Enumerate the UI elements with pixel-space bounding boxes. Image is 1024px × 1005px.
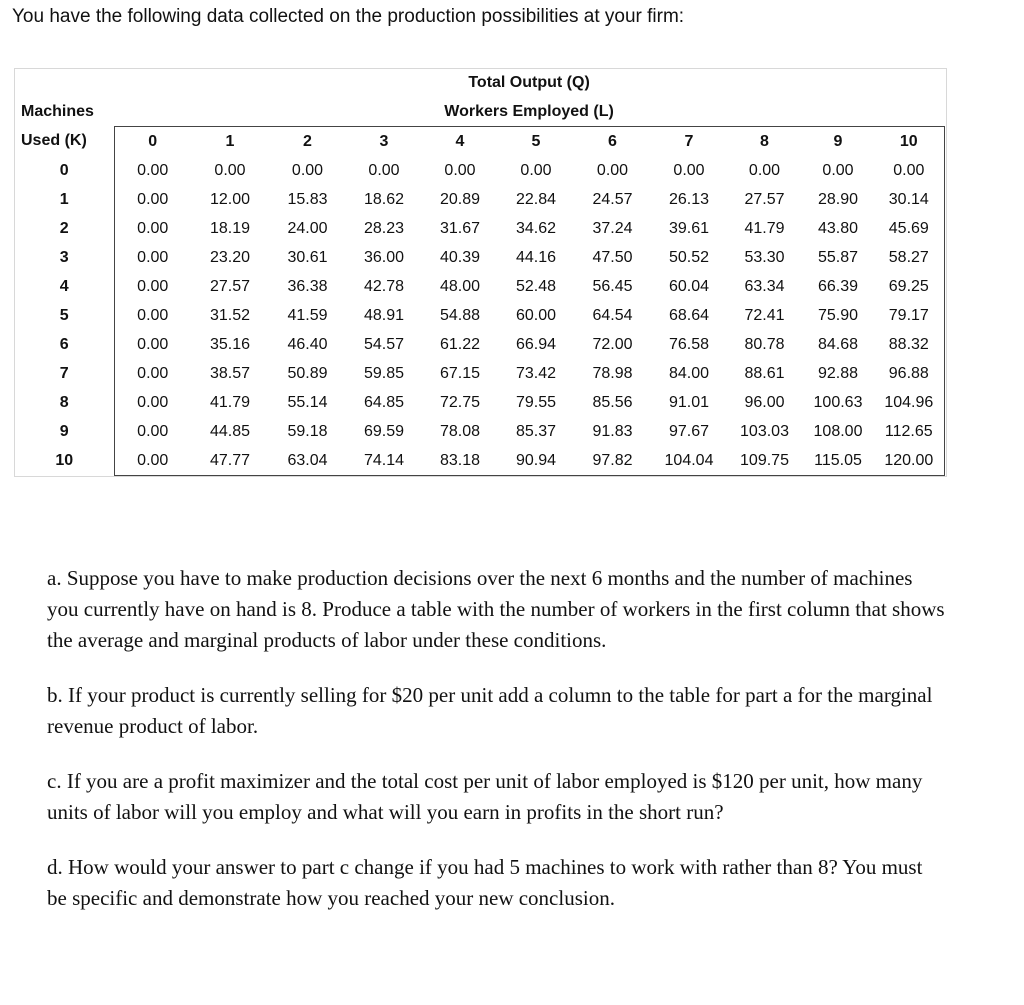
- output-cell: 0.00: [114, 388, 191, 417]
- output-cell: 30.14: [874, 185, 944, 214]
- output-cell: 69.59: [363, 422, 405, 440]
- output-cell: 18.19: [209, 219, 251, 237]
- table-subtitle: Workers Employed (L): [444, 102, 614, 120]
- output-cell: 39.61: [668, 219, 710, 237]
- output-cell: 26.13: [668, 190, 710, 208]
- machines-value: 10: [55, 451, 74, 469]
- output-cell: 104.96: [874, 388, 944, 417]
- output-cell: 72.00: [592, 335, 633, 353]
- output-cell: 85.56: [592, 393, 633, 411]
- output-cell: 88.32: [874, 330, 944, 359]
- output-cell: 0.00: [673, 161, 705, 179]
- output-cell: 28.23: [363, 219, 405, 237]
- output-cell: 0.00: [214, 161, 246, 179]
- output-cell: 24.00: [287, 219, 328, 237]
- table-row: [15, 185, 944, 214]
- output-cell: 78.98: [592, 364, 633, 382]
- machines-value: 1: [59, 190, 69, 208]
- output-cell: 80.78: [744, 335, 785, 353]
- output-cell: 79.17: [874, 301, 944, 330]
- output-cell: 44.85: [209, 422, 251, 440]
- column-header: 9: [802, 127, 874, 157]
- output-cell: 76.58: [668, 335, 710, 353]
- machines-value: 5: [59, 306, 69, 324]
- questions-section: [47, 563, 947, 938]
- column-header: 5: [498, 127, 574, 157]
- output-cell: 112.65: [874, 417, 944, 446]
- output-cell: 84.00: [668, 364, 710, 382]
- output-cell: 73.42: [515, 364, 557, 382]
- question-b: b. If your product is currently selling for $20 per unit add a column to the table for part a for the marginal revenue product of labor.: [47, 683, 933, 738]
- table-row: [15, 272, 944, 301]
- table-row: [15, 359, 944, 388]
- output-cell: 83.18: [422, 446, 498, 476]
- output-cell: 90.94: [498, 446, 574, 476]
- output-cell: 23.20: [209, 248, 251, 266]
- output-cell: 91.01: [668, 393, 710, 411]
- output-cell: 31.52: [209, 306, 251, 324]
- output-cell: 0.00: [114, 214, 191, 243]
- output-cell: 50.52: [668, 248, 710, 266]
- output-cell: 68.64: [668, 306, 710, 324]
- output-cell: 115.05: [802, 446, 874, 476]
- output-cell: 12.00: [209, 190, 251, 208]
- output-cell: 55.87: [817, 248, 859, 266]
- output-cell: 79.55: [515, 393, 557, 411]
- output-cell: 109.75: [727, 446, 802, 476]
- output-cell: 15.83: [287, 190, 328, 208]
- output-cell: 78.08: [439, 422, 481, 440]
- production-table-container: [14, 68, 947, 477]
- column-header: 0: [114, 127, 191, 157]
- output-cell: 0.00: [114, 446, 191, 476]
- output-cell: 97.67: [668, 422, 710, 440]
- output-cell: 84.68: [817, 335, 859, 353]
- output-cell: 0.00: [114, 301, 191, 330]
- output-cell: 20.89: [439, 190, 481, 208]
- machines-value: 2: [59, 219, 69, 237]
- output-cell: 27.57: [209, 277, 251, 295]
- output-cell: 0.00: [291, 161, 324, 179]
- column-header: 2: [269, 127, 346, 157]
- output-cell: 54.88: [439, 306, 481, 324]
- output-cell: 72.75: [439, 393, 481, 411]
- output-cell: 35.16: [209, 335, 251, 353]
- machines-value: 7: [59, 364, 69, 382]
- output-cell: 100.63: [813, 393, 863, 411]
- column-header: 3: [346, 127, 422, 157]
- output-cell: 96.88: [874, 359, 944, 388]
- machines-value: 4: [59, 277, 69, 295]
- output-cell: 41.79: [209, 393, 251, 411]
- output-cell: 56.45: [592, 277, 633, 295]
- output-cell: 24.57: [592, 190, 633, 208]
- output-cell: 88.61: [744, 364, 785, 382]
- output-cell: 0.00: [368, 161, 400, 179]
- column-header: 7: [651, 127, 727, 157]
- machines-value: 3: [59, 248, 69, 266]
- output-cell: 0.00: [114, 359, 191, 388]
- output-cell: 103.03: [740, 422, 789, 440]
- column-header: 1: [191, 127, 269, 157]
- output-cell: 63.04: [269, 446, 346, 476]
- output-cell: 54.57: [363, 335, 405, 353]
- row-header-machines: Machines: [21, 102, 94, 120]
- output-cell: 0.00: [874, 156, 944, 185]
- output-cell: 27.57: [744, 190, 785, 208]
- output-cell: 0.00: [114, 243, 191, 272]
- output-cell: 60.00: [515, 306, 557, 324]
- intro-text: You have the following data collected on the production possibilities at your firm:: [12, 6, 685, 27]
- column-header: 4: [422, 127, 498, 157]
- question-a: a. Suppose you have to make production decisions over the next 6 months and the number of machines you currently have on hand is 8. Produce a table with the number of workers in the first column that shows the average and marginal products of labor under these conditions.: [47, 566, 945, 652]
- output-cell: 28.90: [817, 190, 859, 208]
- output-cell: 48.91: [363, 306, 405, 324]
- output-cell: 60.04: [668, 277, 710, 295]
- output-cell: 36.38: [287, 277, 328, 295]
- output-cell: 0.00: [114, 330, 191, 359]
- table-row: [15, 417, 944, 446]
- output-cell: 48.00: [439, 277, 481, 295]
- output-cell: 47.50: [592, 248, 633, 266]
- output-cell: 85.37: [515, 422, 557, 440]
- output-cell: 38.57: [209, 364, 251, 382]
- output-cell: 91.83: [592, 422, 633, 440]
- output-cell: 46.40: [287, 335, 328, 353]
- table-row: [15, 243, 944, 272]
- output-cell: 55.14: [287, 393, 328, 411]
- output-cell: 92.88: [817, 364, 859, 382]
- output-cell: 66.39: [817, 277, 859, 295]
- output-cell: 66.94: [515, 335, 557, 353]
- table-row: [15, 388, 944, 417]
- output-cell: 0.00: [596, 161, 629, 179]
- output-cell: 42.78: [363, 277, 405, 295]
- output-cell: 0.00: [822, 161, 854, 179]
- output-cell: 59.85: [363, 364, 405, 382]
- output-cell: 69.25: [874, 272, 944, 301]
- output-cell: 53.30: [744, 248, 785, 266]
- output-cell: 18.62: [363, 190, 405, 208]
- machines-value: 6: [59, 335, 69, 353]
- output-cell: 0.00: [444, 161, 476, 179]
- column-header: 8: [727, 127, 802, 157]
- output-cell: 40.39: [439, 248, 481, 266]
- output-cell: 44.16: [515, 248, 557, 266]
- output-cell: 104.04: [651, 446, 727, 476]
- output-cell: 58.27: [874, 243, 944, 272]
- output-cell: 97.82: [574, 446, 651, 476]
- output-cell: 37.24: [592, 219, 633, 237]
- output-cell: 96.00: [744, 393, 785, 411]
- output-cell: 72.41: [744, 306, 785, 324]
- machines-value: 8: [59, 393, 69, 411]
- output-cell: 22.84: [515, 190, 557, 208]
- output-cell: 0.00: [114, 417, 191, 446]
- output-cell: 0.00: [114, 156, 191, 185]
- output-cell: 120.00: [874, 446, 944, 476]
- question-d: d. How would your answer to part c change if you had 5 machines to work with rather than 8? You must be specific and demonstrate how you reached your new conclusion.: [47, 855, 923, 910]
- output-cell: 0.00: [114, 272, 191, 301]
- question-c: c. If you are a profit maximizer and the total cost per unit of labor employed is $120 per unit, how many units of labor will you employ and what will you earn in profits in the short run?: [47, 769, 923, 824]
- production-table: [15, 69, 945, 476]
- output-cell: 74.14: [346, 446, 422, 476]
- output-cell: 75.90: [817, 306, 859, 324]
- output-cell: 41.59: [287, 306, 328, 324]
- output-cell: 41.79: [744, 219, 785, 237]
- table-row: [15, 301, 944, 330]
- output-cell: 59.18: [287, 422, 328, 440]
- output-cell: 0.00: [520, 161, 552, 179]
- output-cell: 34.62: [515, 219, 557, 237]
- row-header-used-k: Used (K): [21, 132, 87, 150]
- machines-value: 9: [59, 422, 69, 440]
- output-cell: 47.77: [191, 446, 269, 476]
- output-cell: 67.15: [439, 364, 481, 382]
- table-row: [15, 330, 944, 359]
- output-cell: 31.67: [439, 219, 481, 237]
- output-cell: 61.22: [439, 335, 481, 353]
- output-cell: 36.00: [363, 248, 405, 266]
- output-cell: 108.00: [813, 422, 863, 440]
- output-cell: 64.85: [363, 393, 405, 411]
- output-cell: 64.54: [592, 306, 633, 324]
- table-row: [15, 446, 944, 476]
- table-title: Total Output (Q): [468, 74, 590, 91]
- output-cell: 30.61: [287, 248, 328, 266]
- column-header: 6: [574, 127, 651, 157]
- table-row: [15, 214, 944, 243]
- column-header: 10: [874, 127, 944, 157]
- output-cell: 43.80: [817, 219, 859, 237]
- output-cell: 50.89: [287, 364, 328, 382]
- output-cell: 63.34: [744, 277, 785, 295]
- machines-value: 0: [59, 161, 69, 179]
- table-row: [15, 156, 944, 185]
- output-cell: 45.69: [874, 214, 944, 243]
- output-cell: 0.00: [748, 161, 781, 179]
- output-cell: 52.48: [515, 277, 557, 295]
- output-cell: 0.00: [114, 185, 191, 214]
